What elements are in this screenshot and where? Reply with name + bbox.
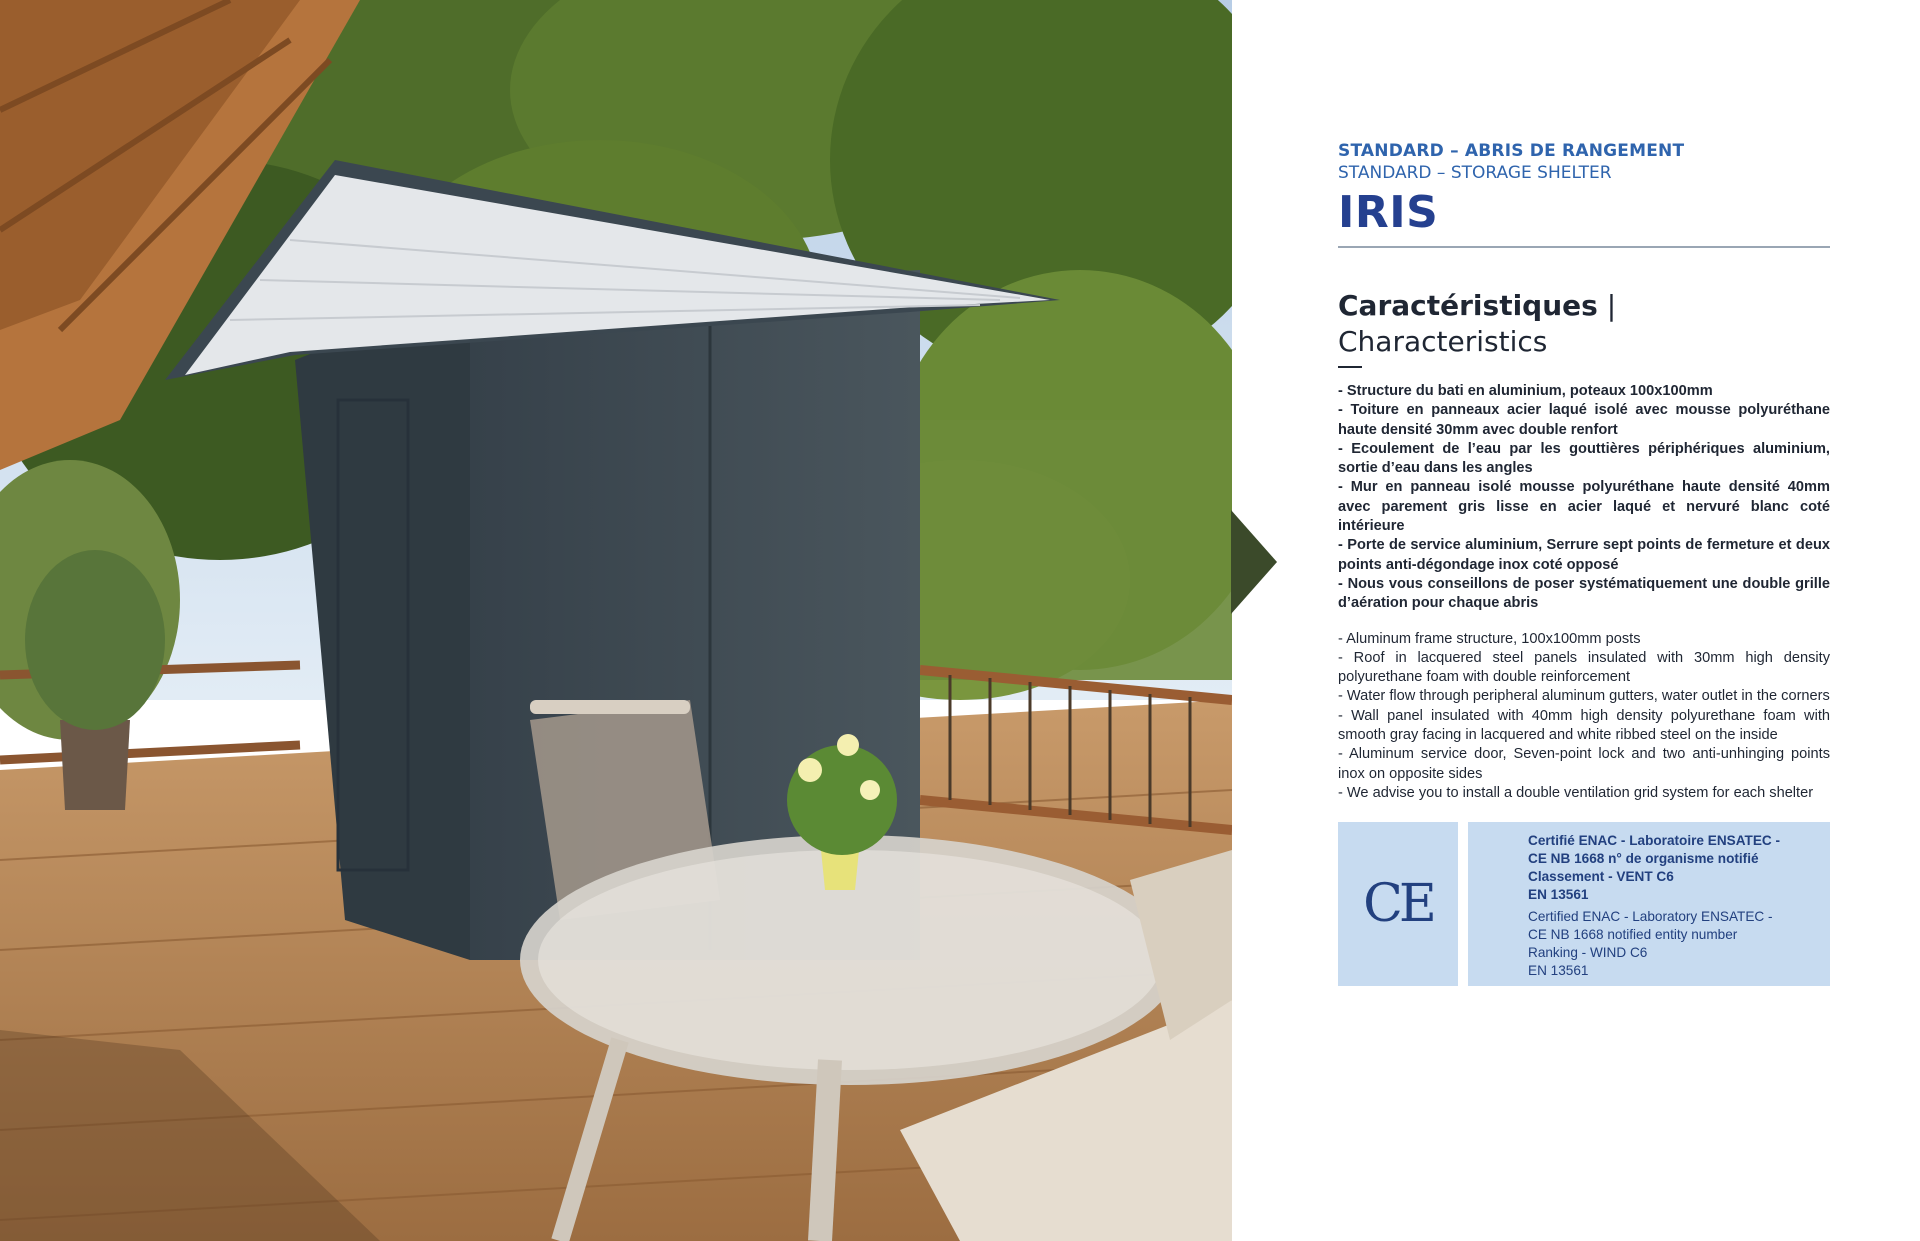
product-info-panel xyxy=(1338,130,1830,819)
heading-underline xyxy=(1338,366,1362,368)
cert-line-en: CE NB 1668 notified entity number xyxy=(1528,927,1738,942)
certification-lines-fr xyxy=(1528,832,1780,904)
feature-en: - We advise you to install a double ventilation grid system for each shelter xyxy=(1338,784,1814,801)
heading-fr: Caractéristiques xyxy=(1338,289,1598,322)
feature-fr: - Toiture en panneaux acier laqué isolé avec mousse polyuréthane haute densité 30mm avec double renfort xyxy=(1338,402,1830,438)
heading-en: Characteristics xyxy=(1338,325,1548,358)
feature-en: - Roof in lacquered steel panels insulated with 30mm high density polyurethane foam with double reinforcement xyxy=(1338,649,1830,686)
cert-line-fr: EN 13561 xyxy=(1528,887,1589,902)
ce-mark-icon xyxy=(1338,822,1458,986)
feature-en: - Water flow through peripheral aluminum gutters, water outlet in the corners xyxy=(1338,688,1830,705)
characteristics-heading xyxy=(1338,288,1830,360)
category-fr: STANDARD – ABRIS DE RANGEMENT xyxy=(1338,141,1685,161)
category-en: STANDARD – STORAGE SHELTER xyxy=(1338,163,1612,183)
cert-line-fr: Classement - VENT C6 xyxy=(1528,869,1674,884)
feature-en: - Wall panel insulated with 40mm high density polyurethane foam with smooth gray facing in lacquered and white ribbed steel on the inside xyxy=(1338,707,1830,744)
certification-lines-en xyxy=(1528,908,1773,980)
certification-box xyxy=(1338,822,1830,986)
feature-fr: - Ecoulement de l’eau par les gouttières périphériques aluminium, sortie d’eau dans les angles xyxy=(1338,440,1830,477)
certification-details xyxy=(1468,822,1830,986)
feature-en: - Aluminum service door, Seven-point lock and two anti-unhinging points inox on opposite sides xyxy=(1338,746,1830,782)
section-arrow xyxy=(1231,510,1277,614)
cert-line-fr: Certifié ENAC - Laboratoire ENSATEC - xyxy=(1528,833,1781,848)
ce-mark-text: CE xyxy=(1363,874,1433,934)
feature-en: - Aluminum frame structure, 100x100mm posts xyxy=(1338,630,1641,647)
cert-line-en: Certified ENAC - Laboratory ENSATEC - xyxy=(1528,909,1773,924)
cert-line-fr: CE NB 1668 n° de organisme notifié xyxy=(1528,851,1759,866)
cert-line-en: Ranking - WIND C6 xyxy=(1528,945,1648,960)
heading-separator: | xyxy=(1606,289,1617,322)
feature-fr: - Structure du bati en aluminium, poteaux 100x100mm xyxy=(1338,383,1713,399)
features-list-fr xyxy=(1338,382,1830,614)
feature-fr: - Porte de service aluminium, Serrure sept points de fermeture et deux points anti-dégondage inox coté opposé xyxy=(1338,537,1830,573)
features-list-en xyxy=(1338,630,1830,804)
feature-fr: - Nous vous conseillons de poser systématiquement une double grille d’aération pour chaque abris xyxy=(1338,575,1830,612)
title-divider xyxy=(1338,246,1830,248)
cert-line-en: EN 13561 xyxy=(1528,963,1589,978)
product-title: IRIS xyxy=(1338,187,1439,238)
feature-fr: - Mur en panneau isolé mousse polyuréthane haute densité 40mm avec parement gris lisse en acier laqué et nervuré blanc coté intérieure xyxy=(1338,479,1830,535)
